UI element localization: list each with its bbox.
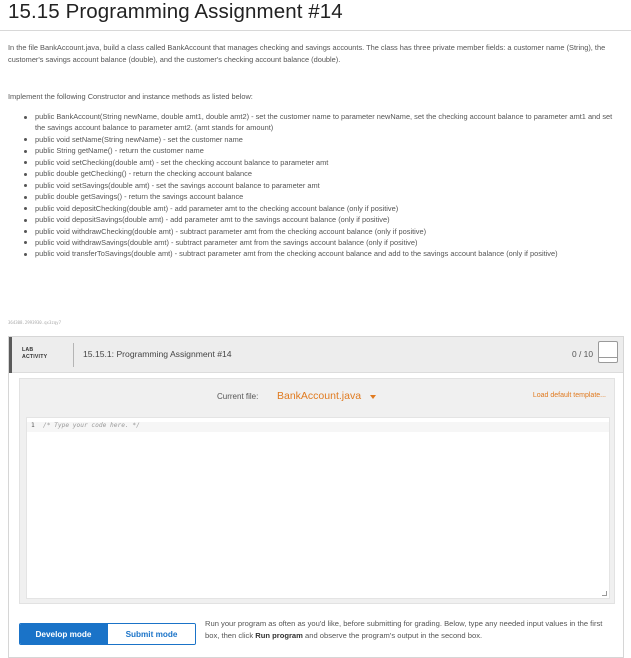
method-list: [24, 111, 618, 260]
list-item: public double getChecking() - return the checking account balance: [24, 168, 618, 179]
lab-score: 0 / 10: [572, 349, 593, 359]
chevron-down-icon[interactable]: [370, 395, 376, 399]
lab-header: [9, 337, 623, 373]
resize-handle-icon[interactable]: [602, 591, 607, 596]
assignment-intro: In the file BankAccount.java, build a class called BankAccount that manages checking and savings accounts. The class has three private member fields: a customer name (String), the customer's savings account balance (double), and the customer's checking account balance (double).: [8, 43, 606, 65]
develop-mode-button[interactable]: Develop mode: [20, 624, 107, 644]
implement-instructions: Implement the following Constructor and instance methods as listed below:: [8, 92, 253, 101]
title-divider: [0, 30, 631, 31]
current-file-label: Current file:: [217, 392, 259, 401]
list-item: public void withdrawChecking(double amt) - subtract parameter amt from the checking account balance (only if positive): [24, 226, 618, 237]
list-item: public String getName() - return the customer name: [24, 145, 618, 156]
list-item: public void setSavings(double amt) - set the savings account balance to parameter amt: [24, 180, 618, 191]
list-item: public void setName(String newName) - set the customer name: [24, 134, 618, 145]
file-bar: [20, 379, 614, 417]
file-selector[interactable]: BankAccount.java: [277, 390, 362, 402]
lab-activity-panel: [8, 336, 624, 658]
mode-toggle: [19, 623, 196, 645]
list-item: public void withdrawSavings(double amt) - subtract parameter amt from the savings account balance (only if positive): [24, 237, 618, 248]
code-line[interactable]: /* Type your code here. */: [43, 422, 140, 429]
completion-box-icon: [598, 341, 618, 363]
page-title: 15.15 Programming Assignment #14: [8, 0, 343, 23]
list-item: public double getSavings() - return the savings account balance: [24, 191, 618, 202]
run-instructions-part1: Run your program as often as you'd like, before submitting for grading. Below, type any needed input values in the first box, then click: [205, 619, 603, 640]
list-item: public void transferToSavings(double amt) - subtract parameter amt from the checking account balance and add to the savings account balance (only if positive): [24, 248, 618, 259]
lab-tag-line1: LAB: [22, 347, 34, 353]
run-instructions: [205, 618, 613, 642]
lab-tag-line2: ACTIVITY: [22, 353, 48, 360]
code-editor[interactable]: [26, 417, 610, 599]
code-editor-frame: [19, 378, 615, 604]
run-program-emphasis: Run program: [255, 631, 303, 640]
line-number: 1: [31, 422, 35, 429]
list-item: public void depositSavings(double amt) - add parameter amt to the savings account balance (only if positive): [24, 214, 618, 225]
lab-title: 15.15.1: Programming Assignment #14: [83, 349, 232, 359]
lab-activity-tag: [22, 347, 47, 360]
lab-header-accent: [9, 337, 12, 373]
list-item: public void depositChecking(double amt) - add parameter amt to the checking account balance (only if positive): [24, 203, 618, 214]
submit-mode-button[interactable]: Submit mode: [107, 624, 195, 644]
lab-header-divider: [73, 343, 74, 367]
list-item: public void setChecking(double amt) - set the checking account balance to parameter amt: [24, 157, 618, 168]
load-default-template-link[interactable]: Load default template...: [532, 392, 606, 399]
content-id: 364308.2993930.qx3zqy7: [8, 320, 61, 325]
run-instructions-part2: and observe the program's output in the second box.: [302, 631, 483, 640]
list-item: public BankAccount(String newName, double amt1, double amt2) - set the customer name to parameter newName, set the checking account balance to parameter amt1 and set the savings account balance to parameter amt2. (amt stands for amount): [24, 111, 618, 134]
